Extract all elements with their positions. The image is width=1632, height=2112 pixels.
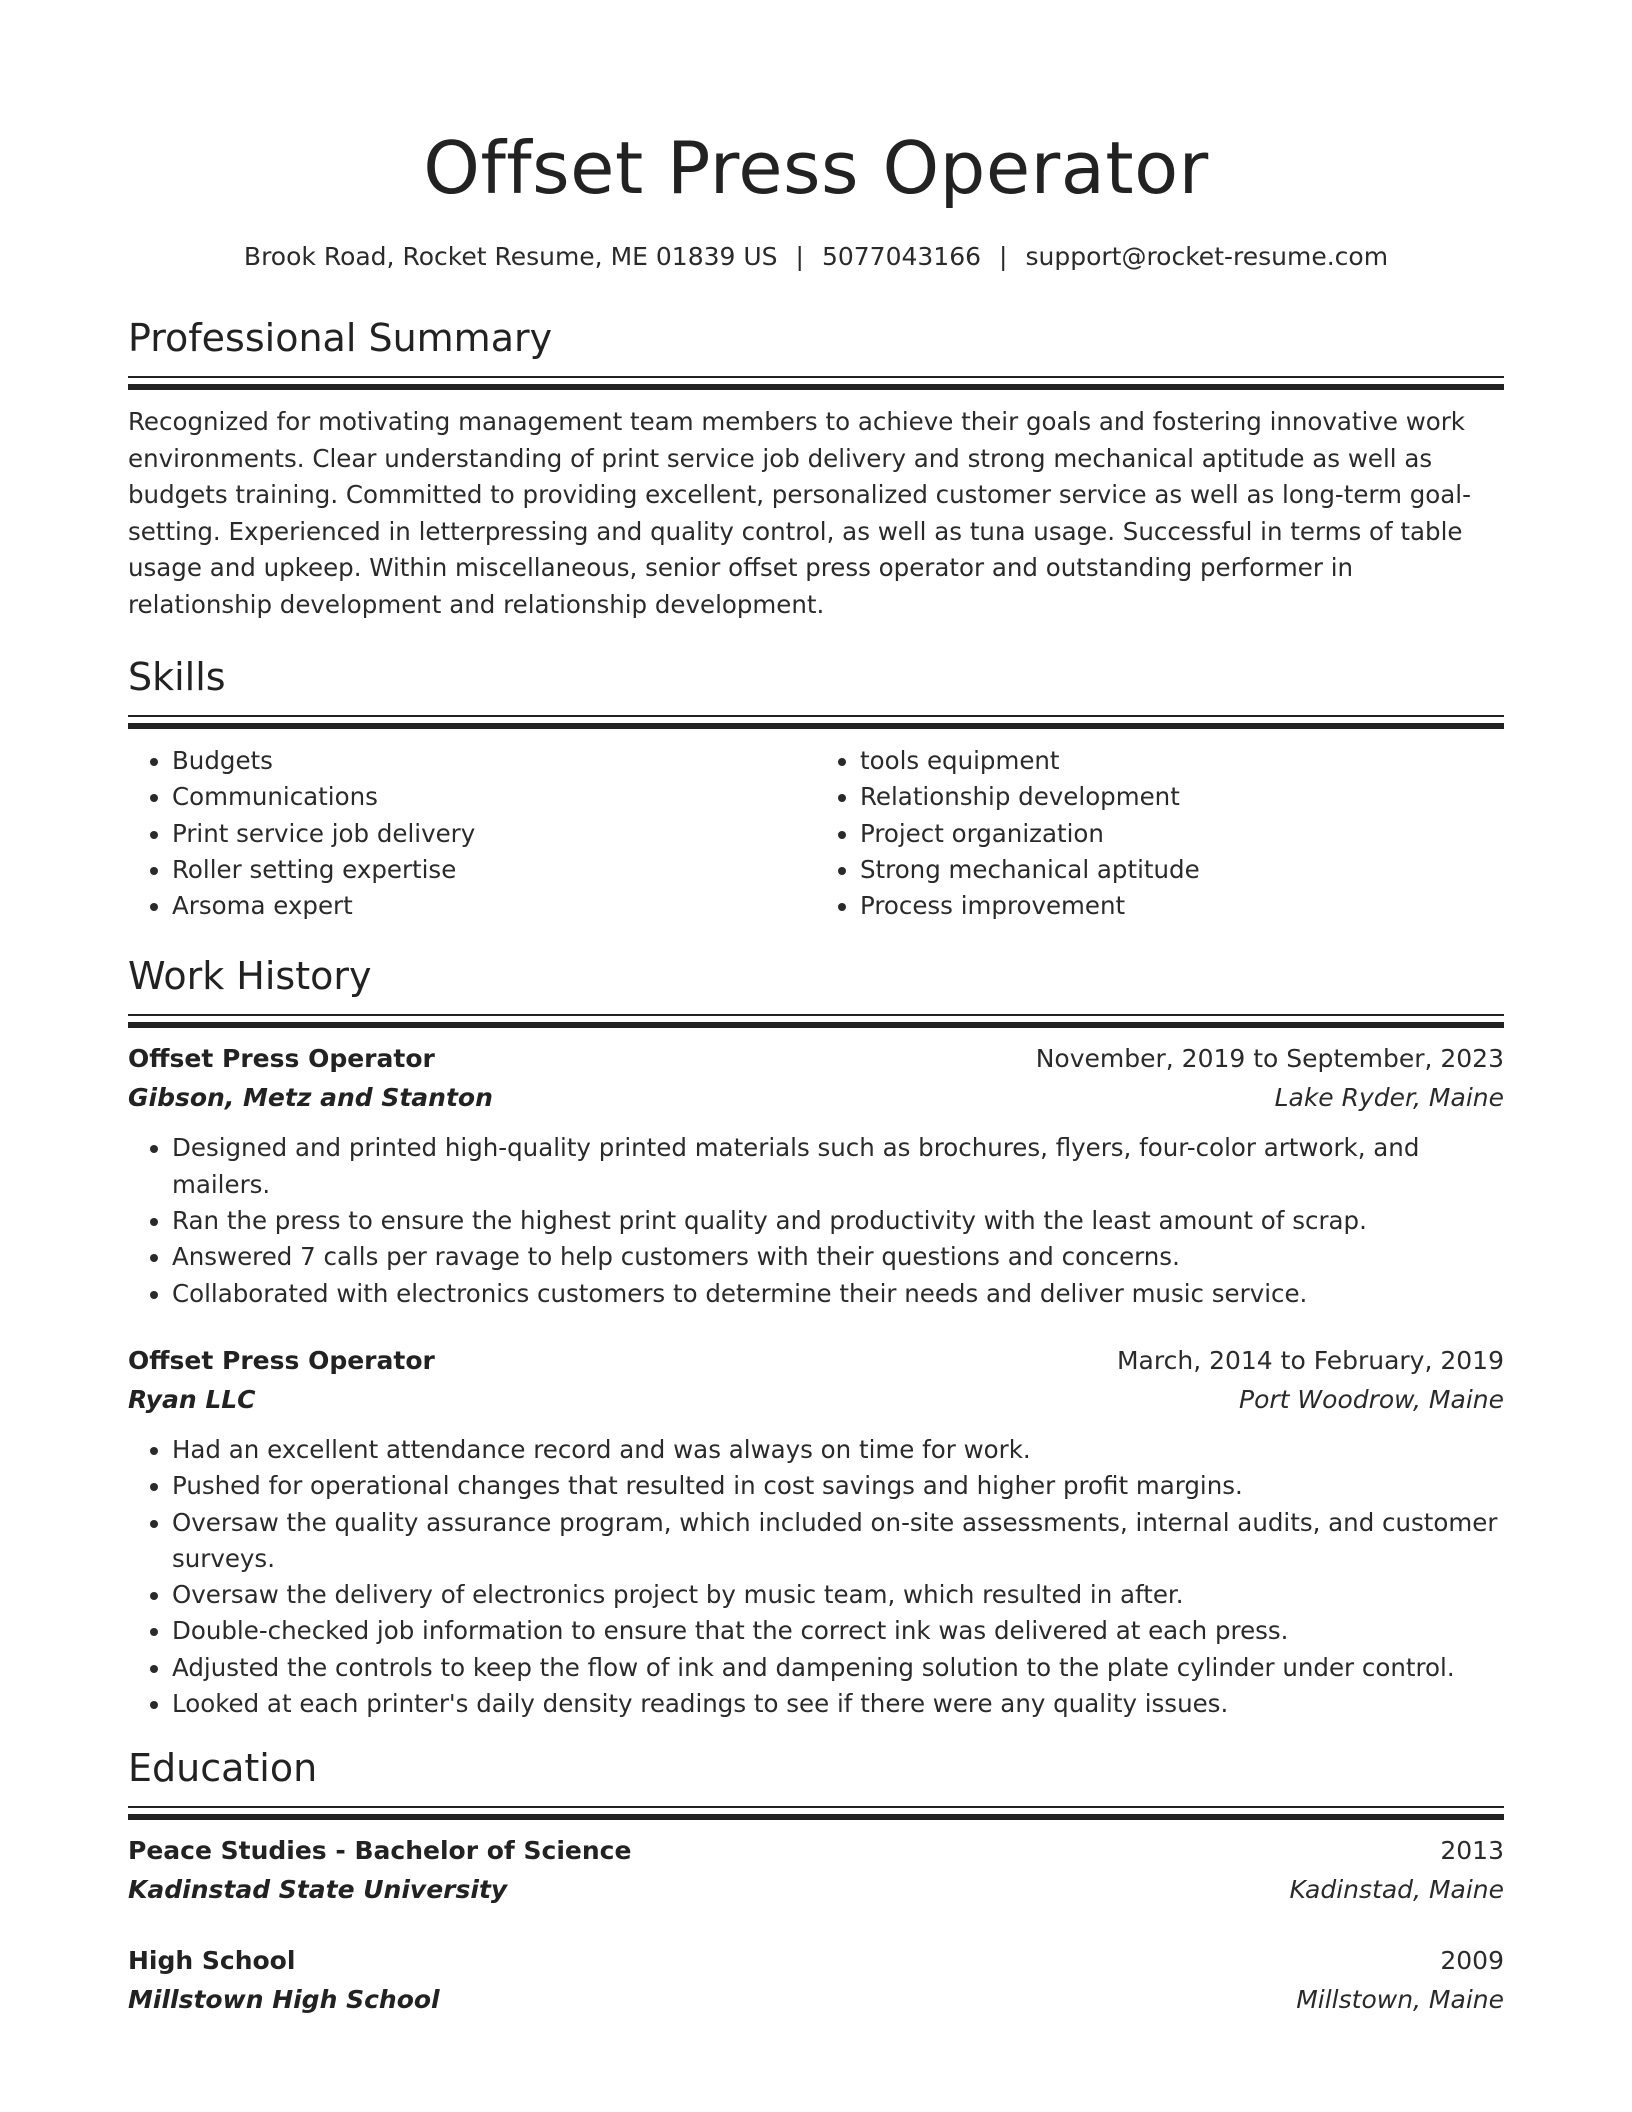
resume-name: Offset Press Operator — [423, 126, 1209, 210]
skill-item: • Communications — [172, 779, 816, 815]
job-dates: November, 2019 to September, 2023 — [1035, 1044, 1504, 1074]
job-bullet: • Oversaw the quality assurance program, which included on-site assessments, internal audits, and customer surveys. — [172, 1505, 1504, 1578]
education-entry — [128, 1942, 1504, 2020]
education-year: 2009 — [1440, 1946, 1504, 1976]
job-dates: March, 2014 to February, 2019 — [1116, 1345, 1504, 1375]
job-location: Port Woodrow, Maine — [1239, 1384, 1504, 1414]
job-location: Lake Ryder, Maine — [1274, 1083, 1504, 1113]
job-header-row — [128, 1342, 1504, 1380]
job-bullet: • Double-checked job information to ensure that the correct ink was delivered at each press. — [172, 1613, 1504, 1649]
skill-item: • Budgets — [172, 743, 816, 779]
job-bullet: • Ran the press to ensure the highest print quality and productivity with the least amount of scrap. — [172, 1203, 1504, 1239]
skill-item: • tools equipment — [860, 743, 1504, 779]
job-company-row — [128, 1078, 1504, 1118]
education-location: Kadinstad, Maine — [1289, 1875, 1504, 1905]
section-title-skills: Skills — [128, 655, 226, 699]
job-entry — [128, 1040, 1504, 1311]
skill-item: • Roller setting expertise — [172, 852, 816, 888]
section-title-work-history: Work History — [128, 954, 372, 999]
education-degree: High School — [128, 1946, 296, 1976]
job-company: Ryan LLC — [128, 1384, 256, 1414]
job-bullets — [128, 1130, 1504, 1311]
education-school: Millstown High School — [128, 1985, 440, 2015]
job-bullet: • Designed and printed high-quality printed materials such as brochures, flyers, four-color artwork, and mailers. — [172, 1130, 1504, 1203]
job-header-row — [128, 1040, 1504, 1078]
education-school-row — [128, 1980, 1504, 2020]
skills-section — [128, 653, 1504, 924]
job-title: Offset Press Operator — [128, 1345, 435, 1375]
education-section — [128, 1744, 1504, 2020]
section-divider — [128, 376, 1504, 392]
job-bullet: • Oversaw the delivery of electronics project by music team, which resulted in after. — [172, 1577, 1504, 1613]
skills-grid — [128, 743, 1504, 924]
section-title-summary: Professional Summary — [128, 316, 553, 360]
skill-item: • Relationship development — [860, 779, 1504, 815]
job-bullet: • Pushed for operational changes that resulted in cost savings and higher profit margins. — [172, 1468, 1504, 1504]
education-school: Kadinstad State University — [128, 1875, 508, 1905]
work-history-section — [128, 952, 1504, 1722]
job-company: Gibson, Metz and Stanton — [128, 1083, 493, 1113]
contact-phone: 5077043166 — [821, 242, 982, 271]
job-entry — [128, 1342, 1504, 1722]
skills-column-left — [128, 743, 816, 924]
contact-address: Brook Road, Rocket Resume, ME 01839 US — [243, 242, 778, 271]
job-bullet: • Adjusted the controls to keep the flow of ink and dampening solution to the plate cylinder under control. — [172, 1650, 1504, 1686]
skill-item: • Arsoma expert — [172, 888, 816, 924]
job-title: Offset Press Operator — [128, 1044, 435, 1074]
job-bullet: • Answered 7 calls per ravage to help customers with their questions and concerns. — [172, 1239, 1504, 1275]
education-header-row — [128, 1832, 1504, 1870]
job-bullets — [128, 1432, 1504, 1722]
section-divider — [128, 1806, 1504, 1822]
section-divider — [128, 715, 1504, 731]
skills-column-right — [816, 743, 1504, 924]
summary-section — [128, 314, 1504, 623]
skill-item: • Project organization — [860, 816, 1504, 852]
education-header-row — [128, 1942, 1504, 1980]
skill-item: • Strong mechanical aptitude — [860, 852, 1504, 888]
skills-list-left — [128, 743, 816, 924]
job-bullet: • Collaborated with electronics customers to determine their needs and deliver music service. — [172, 1276, 1504, 1312]
contact-separator: | — [999, 242, 1008, 271]
section-divider — [128, 1014, 1504, 1030]
education-location: Millstown, Maine — [1296, 1985, 1504, 2015]
section-title-education: Education — [128, 1746, 318, 1791]
job-bullet: • Looked at each printer's daily density readings to see if there were any quality issues. — [172, 1686, 1504, 1722]
contact-email: support@rocket-resume.com — [1025, 242, 1389, 271]
contact-line — [128, 240, 1504, 274]
skills-list-right — [816, 743, 1504, 924]
contact-separator: | — [795, 242, 804, 271]
job-company-row — [128, 1380, 1504, 1420]
education-year: 2013 — [1440, 1836, 1504, 1866]
summary-text: Recognized for motivating management team members to achieve their goals and fostering innovative work environments. Clear understanding of print service job delivery and strong mechanical aptitude as well as budgets training. Committed to providing excellent, personalized customer service as well as long-term goal-setting. Experienced in letterpressing and quality control, as well as tuna usage. Successful in terms of table usage and upkeep. Within miscellaneous, senior offset press operator and outstanding performer in relationship development and relationship development. — [128, 407, 1471, 619]
job-bullet: • Had an excellent attendance record and was always on time for work. — [172, 1432, 1504, 1468]
skill-item: • Process improvement — [860, 888, 1504, 924]
education-entry — [128, 1832, 1504, 1910]
education-school-row — [128, 1870, 1504, 1910]
education-degree: Peace Studies - Bachelor of Science — [128, 1836, 632, 1866]
skill-item: • Print service job delivery — [172, 816, 816, 852]
